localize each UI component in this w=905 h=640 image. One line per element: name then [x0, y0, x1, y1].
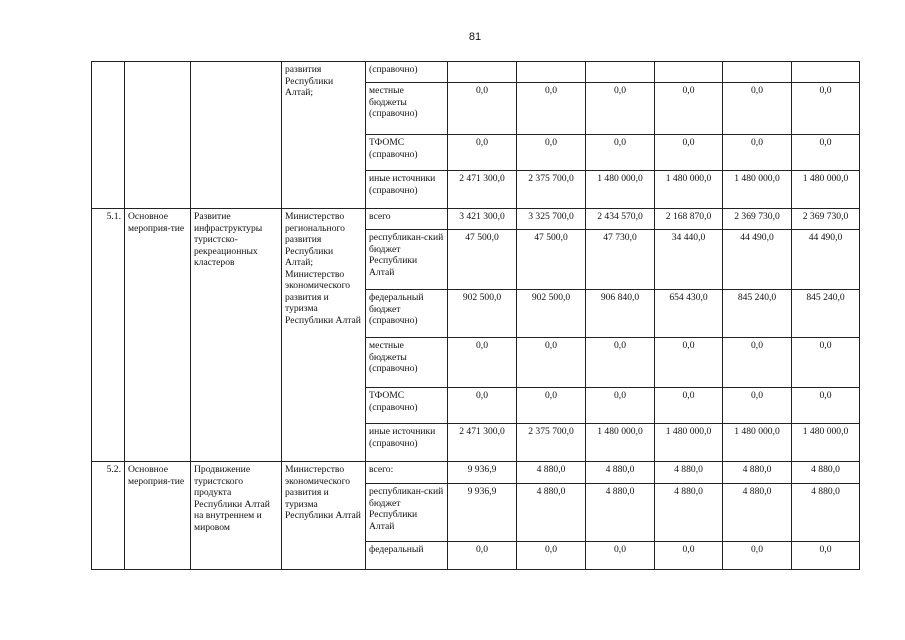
- funding-source: иные источники (справочно): [366, 424, 448, 462]
- amount-cell: 0,0: [448, 388, 517, 424]
- funding-source: федеральный: [366, 542, 448, 570]
- amount-cell: 2 471 300,0: [448, 424, 517, 462]
- amount-cell: 0,0: [448, 542, 517, 570]
- amount-cell: 2 471 300,0: [448, 171, 517, 209]
- amount-cell: 0,0: [792, 338, 860, 388]
- row-index: 5.2.: [92, 462, 125, 570]
- amount-cell: 0,0: [792, 83, 860, 135]
- amount-cell: 0,0: [655, 388, 723, 424]
- amount-cell: 4 880,0: [517, 462, 586, 484]
- funding-source: иные источники (справочно): [366, 171, 448, 209]
- table-row: [92, 209, 860, 230]
- table-row: [92, 62, 860, 83]
- budget-table: [91, 61, 860, 570]
- amount-cell: 0,0: [723, 83, 792, 135]
- amount-cell: 0,0: [723, 135, 792, 171]
- table-row: [92, 462, 860, 484]
- amount-cell: 4 880,0: [517, 484, 586, 542]
- amount-cell: 0,0: [723, 388, 792, 424]
- funding-source: республикан-ский бюджет Республики Алтай: [366, 230, 448, 290]
- amount-cell: 4 880,0: [586, 462, 655, 484]
- amount-cell: 0,0: [655, 338, 723, 388]
- amount-cell: 2 369 730,0: [792, 209, 860, 230]
- amount-cell: 1 480 000,0: [792, 171, 860, 209]
- event-name: [191, 62, 282, 209]
- funding-source: ТФОМС (справочно): [366, 135, 448, 171]
- amount-cell: 44 490,0: [723, 230, 792, 290]
- amount-cell: 845 240,0: [723, 290, 792, 338]
- amount-cell: 4 880,0: [723, 462, 792, 484]
- amount-cell: 0,0: [655, 135, 723, 171]
- amount-cell: 0,0: [517, 135, 586, 171]
- amount-cell: 902 500,0: [517, 290, 586, 338]
- amount-cell: [792, 62, 860, 83]
- funding-source: всего: [366, 209, 448, 230]
- funding-source: федеральный бюджет (справочно): [366, 290, 448, 338]
- event-name: Продвижение туристского продукта Республики Алтай на внутреннем и мировом: [191, 462, 282, 570]
- amount-cell: 4 880,0: [655, 462, 723, 484]
- funding-source: местные бюджеты (справочно): [366, 338, 448, 388]
- amount-cell: 0,0: [655, 542, 723, 570]
- amount-cell: 0,0: [655, 83, 723, 135]
- amount-cell: 0,0: [586, 338, 655, 388]
- amount-cell: 0,0: [517, 338, 586, 388]
- amount-cell: 47 730,0: [586, 230, 655, 290]
- amount-cell: 0,0: [448, 83, 517, 135]
- amount-cell: 845 240,0: [792, 290, 860, 338]
- amount-cell: 4 880,0: [723, 484, 792, 542]
- funding-source: всего:: [366, 462, 448, 484]
- event-type: [125, 62, 191, 209]
- amount-cell: 0,0: [586, 83, 655, 135]
- row-index: [92, 62, 125, 209]
- amount-cell: 2 434 570,0: [586, 209, 655, 230]
- amount-cell: 44 490,0: [792, 230, 860, 290]
- amount-cell: 0,0: [586, 388, 655, 424]
- amount-cell: 0,0: [448, 338, 517, 388]
- amount-cell: [586, 62, 655, 83]
- amount-cell: 654 430,0: [655, 290, 723, 338]
- amount-cell: 1 480 000,0: [655, 424, 723, 462]
- amount-cell: 0,0: [517, 83, 586, 135]
- amount-cell: 4 880,0: [655, 484, 723, 542]
- amount-cell: 3 421 300,0: [448, 209, 517, 230]
- funding-source: (справочно): [366, 62, 448, 83]
- amount-cell: 1 480 000,0: [586, 424, 655, 462]
- amount-cell: 2 369 730,0: [723, 209, 792, 230]
- amount-cell: 34 440,0: [655, 230, 723, 290]
- amount-cell: 0,0: [723, 542, 792, 570]
- amount-cell: 9 936,9: [448, 462, 517, 484]
- amount-cell: 1 480 000,0: [586, 171, 655, 209]
- amount-cell: 1 480 000,0: [723, 424, 792, 462]
- amount-cell: 1 480 000,0: [655, 171, 723, 209]
- amount-cell: 47 500,0: [517, 230, 586, 290]
- executor: Министерство регионального развития Республики Алтай; Министерство экономического развития и туризма Республики Алтай: [282, 209, 366, 462]
- amount-cell: 0,0: [723, 338, 792, 388]
- page-number: 81: [468, 31, 482, 43]
- amount-cell: 1 480 000,0: [792, 424, 860, 462]
- executor: развития Республики Алтай;: [282, 62, 366, 209]
- row-index: 5.1.: [92, 209, 125, 462]
- amount-cell: 0,0: [586, 135, 655, 171]
- amount-cell: 4 880,0: [792, 462, 860, 484]
- amount-cell: 902 500,0: [448, 290, 517, 338]
- amount-cell: [448, 62, 517, 83]
- funding-source: местные бюджеты (справочно): [366, 83, 448, 135]
- funding-source: республикан-ский бюджет Республики Алтай: [366, 484, 448, 542]
- amount-cell: 0,0: [586, 542, 655, 570]
- amount-cell: 906 840,0: [586, 290, 655, 338]
- amount-cell: [655, 62, 723, 83]
- amount-cell: 0,0: [792, 542, 860, 570]
- amount-cell: 47 500,0: [448, 230, 517, 290]
- event-type: Основное мероприя-тие: [125, 462, 191, 570]
- amount-cell: 0,0: [517, 388, 586, 424]
- executor: Министерство экономического развития и туризма Республики Алтай: [282, 462, 366, 570]
- amount-cell: 2 375 700,0: [517, 171, 586, 209]
- amount-cell: [517, 62, 586, 83]
- event-name: Развитие инфраструктуры туристско-рекреационных кластеров: [191, 209, 282, 462]
- amount-cell: 0,0: [517, 542, 586, 570]
- amount-cell: 0,0: [792, 135, 860, 171]
- amount-cell: 9 936,9: [448, 484, 517, 542]
- amount-cell: 4 880,0: [792, 484, 860, 542]
- amount-cell: 3 325 700,0: [517, 209, 586, 230]
- amount-cell: 1 480 000,0: [723, 171, 792, 209]
- amount-cell: 2 375 700,0: [517, 424, 586, 462]
- amount-cell: 4 880,0: [586, 484, 655, 542]
- funding-source: ТФОМС (справочно): [366, 388, 448, 424]
- amount-cell: 2 168 870,0: [655, 209, 723, 230]
- amount-cell: 0,0: [448, 135, 517, 171]
- event-type: Основное мероприя-тие: [125, 209, 191, 462]
- amount-cell: 0,0: [792, 388, 860, 424]
- amount-cell: [723, 62, 792, 83]
